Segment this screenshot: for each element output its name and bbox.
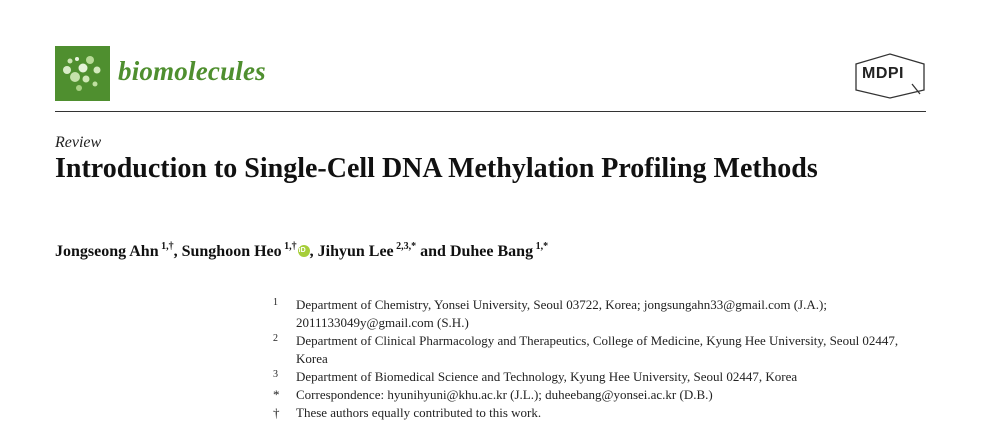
affiliations <box>268 296 908 422</box>
affiliation-item <box>268 296 908 332</box>
author-name: Sunghoon Heo <box>181 243 282 260</box>
affiliation-text: Department of Biomedical Science and Technology, Kyung Hee University, Seoul 02447, Korea <box>296 369 798 384</box>
equal-contribution-marker: † <box>273 405 280 420</box>
header-divider <box>55 111 926 112</box>
affiliation-item <box>268 368 908 386</box>
affiliation-text: Department of Chemistry, Yonsei University, Seoul 03722, Korea; jongsungahn33@gmail.com (J.A.); 2011133049y@gmail.com (S.H.) <box>296 297 827 330</box>
molecule-dots-icon <box>55 46 110 101</box>
author-affiliation-sup: 2,3,* <box>396 241 417 252</box>
journal-logo <box>55 46 110 101</box>
author-affiliation-sup: 1,† <box>284 241 297 252</box>
author-list <box>55 243 548 261</box>
correspondence-marker: * <box>273 387 280 402</box>
author-name: Duhee Bang <box>449 243 534 260</box>
publisher-name: MDPI <box>862 65 904 82</box>
affiliation-item <box>268 332 908 368</box>
correspondence-item <box>268 386 908 404</box>
author-separator: , <box>173 243 182 260</box>
author-affiliation-sup: 1,† <box>161 241 174 252</box>
orcid-icon[interactable] <box>298 245 310 257</box>
affiliation-marker: 3 <box>273 369 278 380</box>
affiliation-marker: 1 <box>273 297 278 308</box>
equal-contribution-text: These authors equally contributed to this work. <box>296 405 542 420</box>
article-title: Introduction to Single-Cell DNA Methylation Profiling Methods <box>55 153 818 184</box>
author-separator: and <box>416 243 450 260</box>
affiliation-text: Department of Clinical Pharmacology and Therapeutics, College of Medicine, Kyung Hee University, Seoul 02447, Korea <box>296 333 899 366</box>
author-name: Jongseong Ahn <box>55 243 159 260</box>
correspondence-text: Correspondence: hyunihyuni@khu.ac.kr (J.L.); duheebang@yonsei.ac.kr (D.B.) <box>296 387 713 402</box>
journal-name: biomolecules <box>118 56 266 86</box>
equal-contribution-note <box>268 404 908 422</box>
article-type: Review <box>55 134 102 151</box>
affiliation-marker: 2 <box>273 333 278 344</box>
author-separator: , <box>309 243 318 260</box>
author-affiliation-sup: 1,* <box>535 241 549 252</box>
author-name: Jihyun Lee <box>317 243 394 260</box>
